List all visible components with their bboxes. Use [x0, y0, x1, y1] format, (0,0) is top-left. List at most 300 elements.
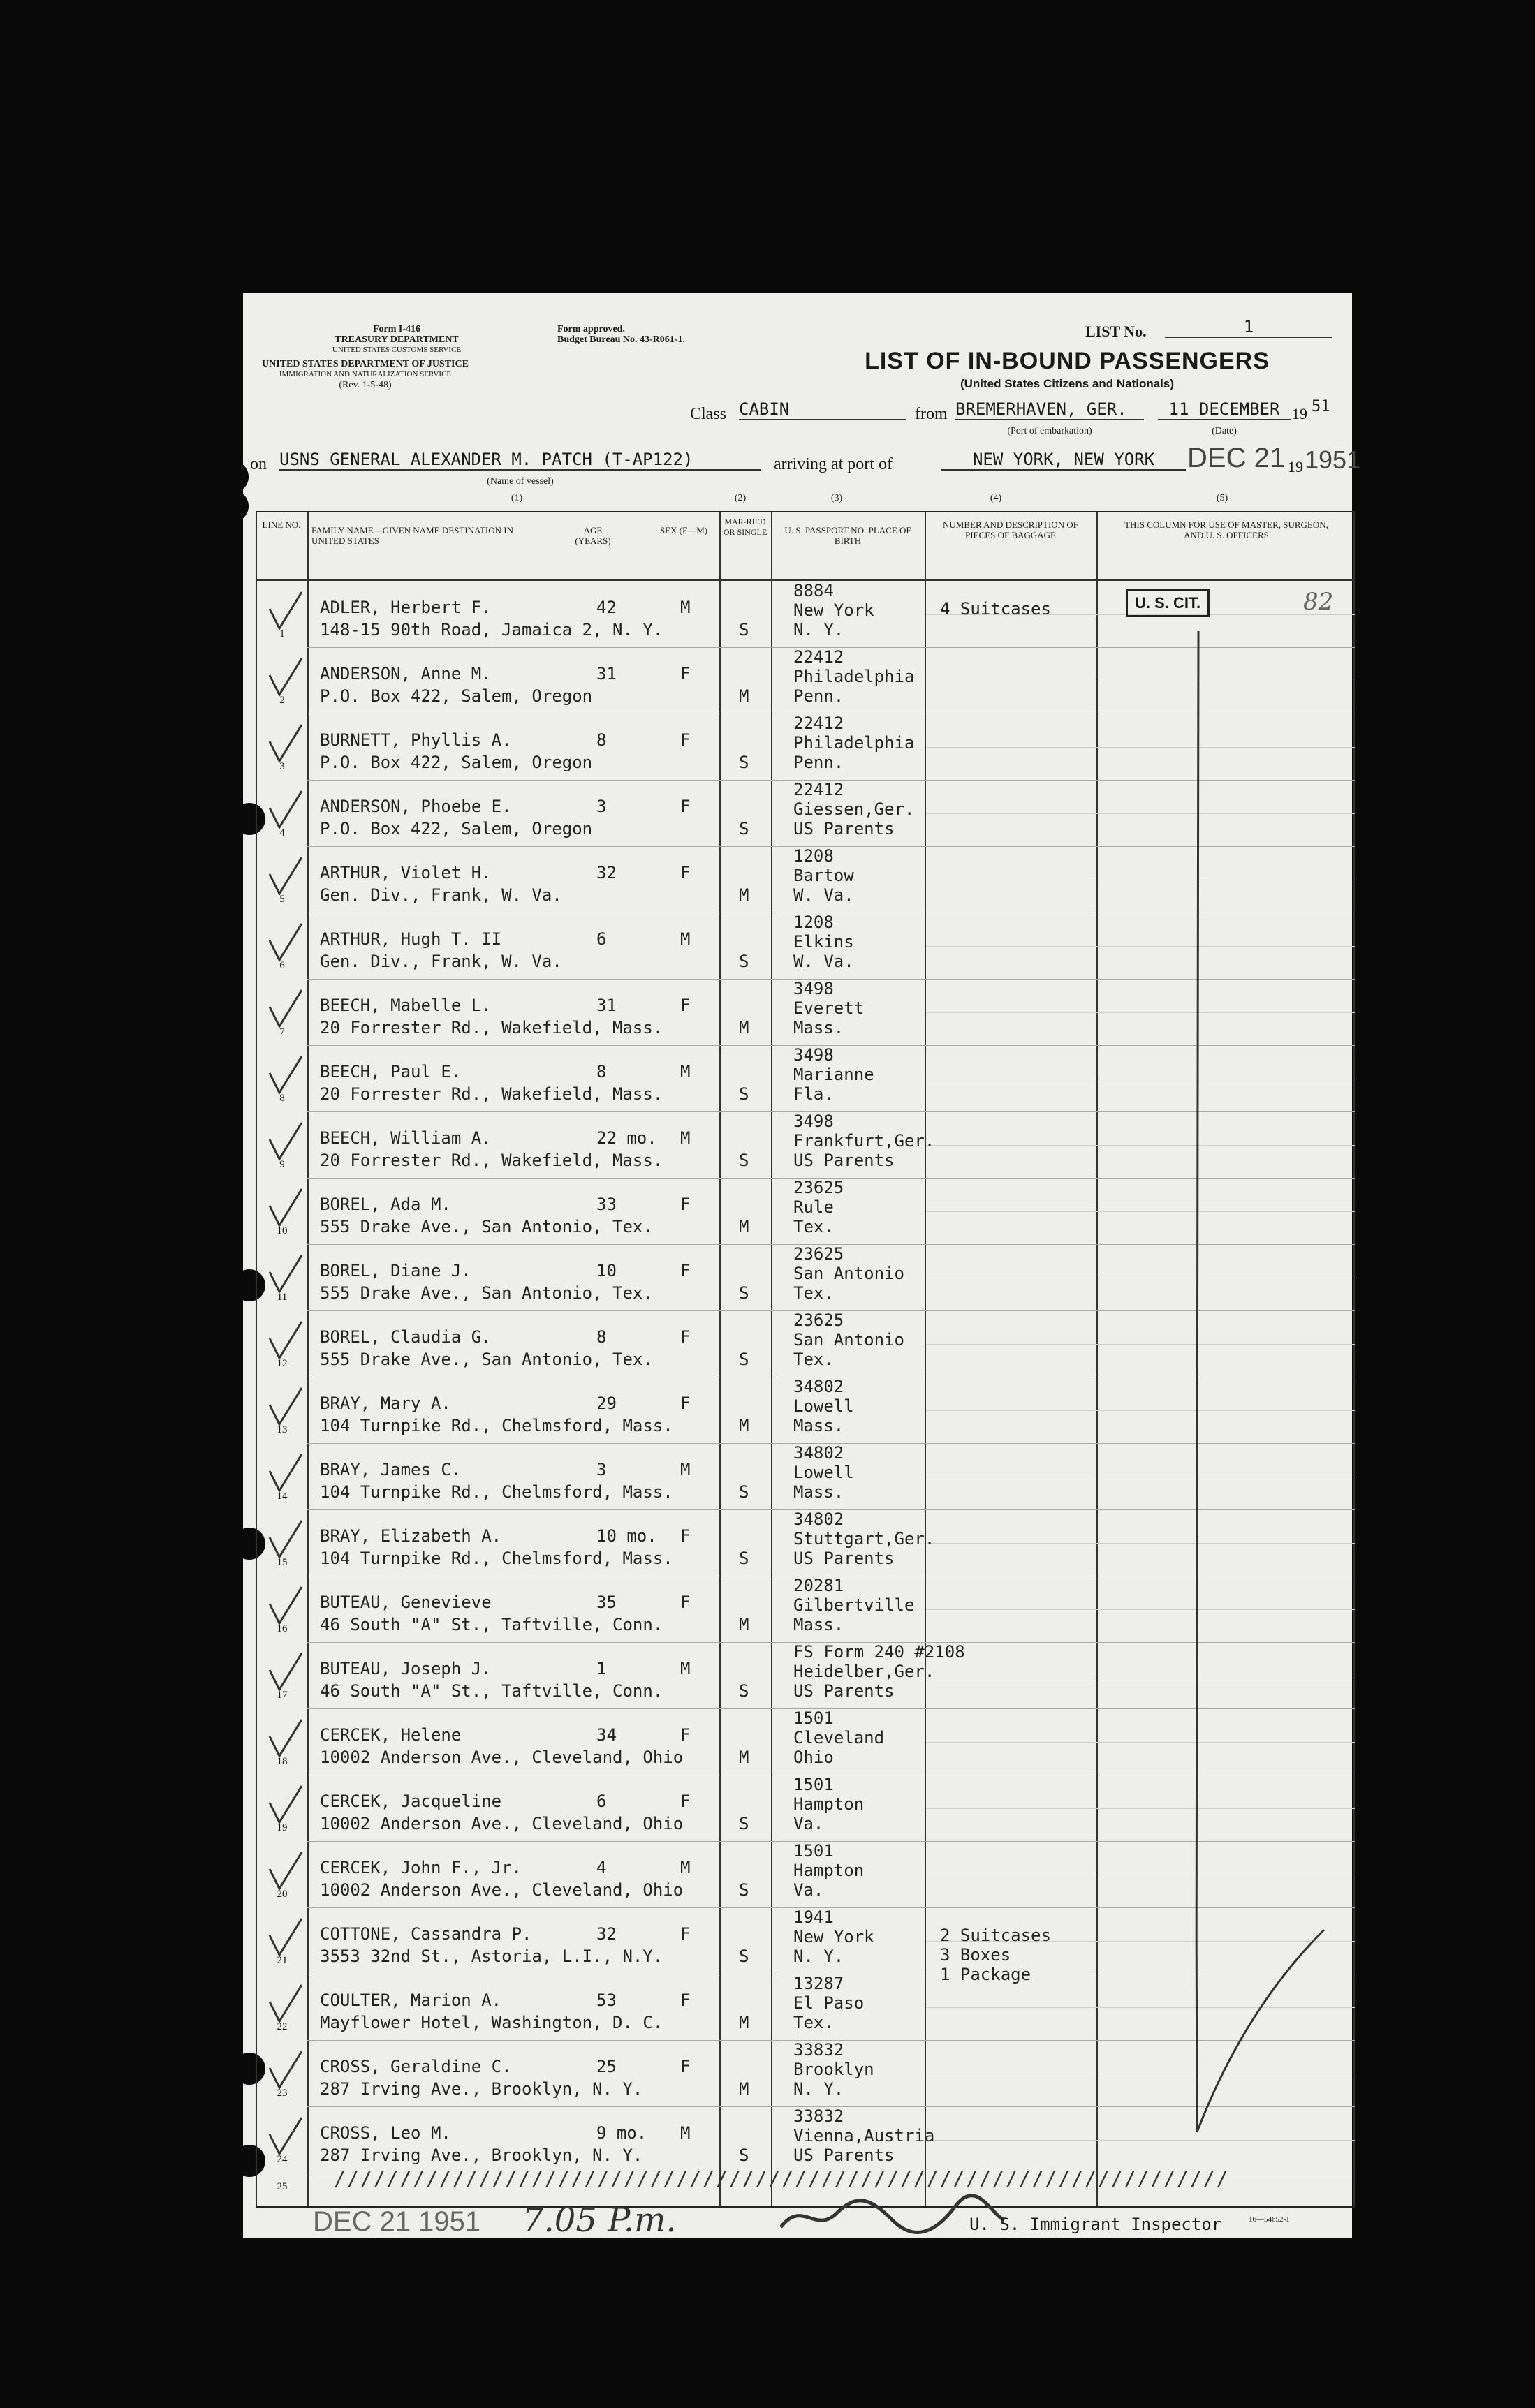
birth-place: San Antonio — [793, 1330, 904, 1350]
date-caption: (Date) — [1212, 426, 1237, 436]
pencil-check-icon — [264, 1317, 306, 1366]
birth-place-state: Fla. — [793, 1084, 834, 1104]
passenger-age: 53 — [596, 1990, 617, 2010]
pencil-check-icon — [264, 1782, 306, 1831]
marital-status: S — [739, 753, 749, 772]
header-passport: U. S. PASSPORT NO. PLACE OF BIRTH — [784, 525, 911, 546]
justice-block — [250, 359, 480, 390]
marital-status: M — [739, 1615, 749, 1634]
form-approved: Form approved. — [557, 324, 625, 334]
line-number: 8 — [279, 1093, 285, 1104]
year-suffix: 51 — [1312, 398, 1330, 415]
vessel-name: USNS GENERAL ALEXANDER M. PATCH (T-AP122) — [279, 450, 761, 471]
pencil-check-icon — [264, 721, 306, 769]
passenger-sex: F — [680, 1990, 691, 2010]
passenger-name: ARTHUR, Hugh T. II — [320, 929, 502, 949]
passenger-age: 8 — [596, 730, 607, 750]
passenger-name: BOREL, Diane J. — [320, 1261, 471, 1280]
passenger-destination: 104 Turnpike Rd., Chelmsford, Mass. — [320, 1482, 673, 1502]
pencil-check-icon — [264, 853, 306, 902]
passenger-name: BRAY, Elizabeth A. — [320, 1526, 502, 1546]
passenger-destination: 555 Drake Ave., San Antonio, Tex. — [320, 1217, 653, 1236]
passenger-name: BEECH, Mabelle L. — [320, 996, 492, 1015]
birth-place-state: Mass. — [793, 1615, 844, 1634]
list-number: 1 — [1165, 317, 1332, 338]
birth-place: Hampton — [793, 1794, 865, 1814]
birth-place: Everett — [793, 998, 865, 1018]
passport-number: 33832 — [793, 2106, 844, 2126]
birth-place: New York — [793, 1927, 874, 1947]
budget-bureau: Budget Bureau No. 43-R061-1. — [557, 334, 685, 345]
passenger-destination: 555 Drake Ave., San Antonio, Tex. — [320, 1283, 653, 1303]
birth-place-state: US Parents — [793, 819, 895, 839]
birth-place: El Paso — [793, 1993, 865, 2013]
passenger-sex: F — [680, 1924, 691, 1944]
passenger-destination: 3553 32nd St., Astoria, L.I., N.Y. — [320, 1947, 663, 1966]
passenger-name: CERCEK, John F., Jr. — [320, 1858, 522, 1877]
passenger-name: COULTER, Marion A. — [320, 1990, 502, 2010]
revision: (Rev. 1-5-48) — [339, 380, 392, 390]
passenger-age: 25 — [596, 2057, 617, 2076]
passport-number: 3498 — [793, 1111, 834, 1131]
passenger-destination: 104 Turnpike Rd., Chelmsford, Mass. — [320, 1416, 673, 1435]
passport-number: 22412 — [793, 714, 844, 733]
passenger-destination: 20 Forrester Rd., Wakefield, Mass. — [320, 1018, 663, 1037]
passenger-destination: Mayflower Hotel, Washington, D. C. — [320, 2013, 663, 2032]
passenger-name: BUTEAU, Genevieve — [320, 1593, 492, 1612]
passenger-age: 29 — [596, 1394, 617, 1413]
birth-place: Giessen,Ger. — [793, 799, 915, 819]
birth-place-state: Va. — [793, 1814, 824, 1833]
passport-number: 33832 — [793, 2040, 844, 2060]
birth-place: Heidelber,Ger. — [793, 1662, 935, 1681]
passenger-destination: 148-15 90th Road, Jamaica 2, N. Y. — [320, 620, 663, 640]
birth-place: San Antonio — [793, 1264, 904, 1283]
col-number: (1) — [511, 493, 523, 503]
passenger-name: BOREL, Claudia G. — [320, 1327, 492, 1347]
passenger-sex: F — [680, 797, 691, 816]
passenger-destination: 10002 Anderson Ave., Cleveland, Ohio — [320, 1814, 684, 1833]
line-number: 21 — [277, 1955, 288, 1966]
baggage-description: 2 Suitcases 3 Boxes 1 Package — [940, 1926, 1051, 1984]
birth-place: Marianne — [793, 1065, 874, 1084]
passport-number: 3498 — [793, 979, 834, 998]
birth-place-state: N. Y. — [793, 1947, 844, 1966]
passenger-destination: 10002 Anderson Ave., Cleveland, Ohio — [320, 1880, 684, 1900]
passenger-age: 9 mo. — [596, 2123, 647, 2143]
birth-place-state: Mass. — [793, 1482, 844, 1502]
vessel-caption: (Name of vessel) — [487, 476, 554, 487]
col-number: (5) — [1216, 493, 1228, 503]
line-number: 10 — [277, 1225, 288, 1236]
marital-status: S — [739, 1880, 749, 1900]
passenger-sex: M — [680, 2123, 691, 2143]
passenger-destination: 20 Forrester Rd., Wakefield, Mass. — [320, 1151, 663, 1170]
marital-status: S — [739, 2145, 749, 2165]
passenger-name: BRAY, James C. — [320, 1460, 462, 1479]
birth-place-state: Tex. — [793, 1217, 834, 1236]
justice-dept: UNITED STATES DEPARTMENT OF JUSTICE — [262, 359, 469, 369]
line-number: 18 — [277, 1756, 288, 1767]
birth-place: Cleveland — [793, 1728, 885, 1748]
passenger-sex: M — [680, 1062, 691, 1081]
passenger-age: 3 — [596, 797, 607, 816]
birth-place-state: US Parents — [793, 2145, 895, 2165]
print-code: 16—54652-1 — [1249, 2215, 1290, 2224]
header-line-no: LINE NO. — [262, 519, 301, 530]
passport-number: 22412 — [793, 647, 844, 667]
passenger-age: 6 — [596, 929, 607, 949]
birth-place-state: Penn. — [793, 753, 844, 772]
passenger-age: 10 mo. — [596, 1526, 657, 1546]
passport-number: 34802 — [793, 1509, 844, 1529]
footer-date-stamp: DEC 21 1951 — [313, 2206, 481, 2237]
passport-number: 1941 — [793, 1907, 834, 1927]
passenger-age: 31 — [596, 664, 617, 684]
passenger-sex: F — [680, 863, 691, 882]
immigrant-inspector-label: U. S. Immigrant Inspector — [969, 2215, 1222, 2234]
passenger-age: 22 mo. — [596, 1128, 657, 1148]
marital-status: M — [739, 686, 749, 706]
birth-place-state: W. Va. — [793, 952, 854, 971]
passport-number: 23625 — [793, 1310, 844, 1330]
passenger-name: CROSS, Geraldine C. — [320, 2057, 512, 2076]
pencil-check-icon — [264, 1583, 306, 1632]
line-number: 23 — [277, 2088, 288, 2099]
on-label: on — [250, 455, 267, 473]
pencil-check-icon — [264, 1649, 306, 1698]
pencil-check-icon — [264, 1052, 306, 1101]
passport-number: 34802 — [793, 1443, 844, 1463]
passenger-destination: Gen. Div., Frank, W. Va. — [320, 885, 562, 905]
birth-place-state: US Parents — [793, 1549, 895, 1568]
line-number: 2 — [279, 695, 285, 706]
pencil-check-icon — [264, 1118, 306, 1167]
passenger-name: ANDERSON, Phoebe E. — [320, 797, 512, 816]
header-officers: THIS COLUMN FOR USE OF MASTER, SURGEON, AND U. S. OFFICERS — [1124, 519, 1328, 540]
line-number: 3 — [279, 761, 285, 772]
passenger-destination: 46 South "A" St., Taftville, Conn. — [320, 1615, 663, 1634]
passenger-sex: M — [680, 929, 691, 949]
pencil-check-icon — [264, 1384, 306, 1433]
pencil-check-icon — [264, 919, 306, 968]
list-label: LIST No. — [1085, 323, 1147, 340]
passenger-destination: P.O. Box 422, Salem, Oregon — [320, 686, 593, 706]
line-number: 17 — [277, 1690, 288, 1701]
marital-status: S — [739, 1283, 749, 1303]
marital-status: S — [739, 1151, 749, 1170]
passenger-destination: 20 Forrester Rd., Wakefield, Mass. — [320, 1084, 663, 1104]
header-sex: SEX (F—M) — [659, 525, 708, 535]
line-number: 19 — [277, 1822, 288, 1833]
line-number: 5 — [279, 894, 285, 905]
birth-place-state: Tex. — [793, 1283, 834, 1303]
birth-place-state: Mass. — [793, 1018, 844, 1037]
marital-status: M — [739, 1416, 749, 1435]
passenger-name: ADLER, Herbert F. — [320, 598, 492, 617]
marital-status: S — [739, 1482, 749, 1502]
marital-status: M — [739, 1748, 749, 1767]
ins-service: IMMIGRATION AND NATURALIZATION SERVICE — [279, 370, 452, 378]
birth-place: Hampton — [793, 1861, 865, 1880]
passenger-age: 6 — [596, 1792, 607, 1811]
line-number: 7 — [279, 1026, 285, 1037]
pencil-check-icon — [264, 1251, 306, 1300]
pencil-check-icon — [264, 1450, 306, 1499]
marital-status: S — [739, 1350, 749, 1369]
marital-status: M — [739, 2079, 749, 2099]
birth-place: Vienna,Austria — [793, 2126, 935, 2145]
birth-place-state: Tex. — [793, 2013, 834, 2032]
marital-status: S — [739, 952, 749, 971]
passenger-sex: M — [680, 598, 691, 617]
passenger-age: 10 — [596, 1261, 617, 1280]
passenger-age: 3 — [596, 1460, 607, 1479]
punch-hole — [216, 461, 249, 493]
birth-place-state: Penn. — [793, 686, 844, 706]
form-number-block — [327, 324, 467, 355]
passenger-destination: 46 South "A" St., Taftville, Conn. — [320, 1681, 663, 1701]
passenger-sex: F — [680, 1725, 691, 1745]
passport-number: FS Form 240 #2108 — [793, 1642, 965, 1662]
birth-place-state: Va. — [793, 1880, 824, 1900]
passenger-destination: 287 Irving Ave., Brooklyn, N. Y. — [320, 2079, 643, 2099]
birth-place: Rule — [793, 1197, 834, 1217]
marital-status: S — [739, 1814, 749, 1833]
passenger-table — [256, 511, 1355, 2208]
passport-number: 8884 — [793, 581, 834, 600]
passenger-destination: P.O. Box 422, Salem, Oregon — [320, 819, 593, 839]
arrival-date-stamp: DEC 21 — [1187, 443, 1286, 473]
birth-place: Gilbertville — [793, 1595, 915, 1615]
pencil-check-icon — [264, 1981, 306, 2030]
passenger-name: BRAY, Mary A. — [320, 1394, 451, 1413]
line-number: 15 — [277, 1557, 288, 1568]
customs-service: UNITED STATES CUSTOMS SERVICE — [332, 346, 462, 354]
passenger-age: 32 — [596, 1924, 617, 1944]
passenger-age: 33 — [596, 1195, 617, 1214]
departure-date: 11 DECEMBER — [1158, 399, 1291, 420]
pencil-check-icon — [264, 787, 306, 836]
marital-status: S — [739, 1084, 749, 1104]
birth-place: Lowell — [793, 1396, 854, 1416]
passenger-sex: F — [680, 1327, 691, 1347]
birth-place-state: N. Y. — [793, 2079, 844, 2099]
birth-place: Philadelphia — [793, 733, 915, 753]
line-number: 9 — [279, 1159, 285, 1170]
passenger-destination: 287 Irving Ave., Brooklyn, N. Y. — [320, 2145, 643, 2165]
pencil-check-icon — [264, 1914, 306, 1963]
page-title: LIST OF IN-BOUND PASSENGERS — [865, 348, 1270, 374]
line-number: 1 — [279, 628, 285, 640]
arriving-label: arriving at port of — [774, 455, 893, 473]
col-number: (4) — [990, 493, 1002, 503]
line-number: 11 — [277, 1292, 288, 1303]
birth-place: New York — [793, 600, 874, 620]
birth-place-state: Tex. — [793, 1350, 834, 1369]
port-caption: (Port of embarkation) — [1007, 426, 1092, 436]
header-baggage: NUMBER AND DESCRIPTION OF PIECES OF BAGGAGE — [943, 519, 1078, 540]
passenger-age: 32 — [596, 863, 617, 882]
birth-place-state: US Parents — [793, 1681, 895, 1701]
birth-place: Bartow — [793, 866, 854, 885]
pencil-check-icon — [264, 1185, 306, 1234]
passenger-sex: F — [680, 1593, 691, 1612]
header-name: FAMILY NAME—GIVEN NAME DESTINATION IN UNITED STATES — [311, 525, 514, 546]
punch-hole — [233, 2310, 265, 2342]
birth-place-state: Mass. — [793, 1416, 844, 1435]
birth-place: Frankfurt,Ger. — [793, 1131, 935, 1151]
marital-status: M — [739, 2013, 749, 2032]
arrival-year-prefix: 19 — [1288, 458, 1303, 475]
class-value: CABIN — [739, 399, 906, 420]
passenger-sex: M — [680, 1460, 691, 1479]
birth-place: Elkins — [793, 932, 854, 952]
embark-port: BREMERHAVEN, GER. — [955, 399, 1144, 420]
passenger-name: CERCEK, Jacqueline — [320, 1792, 502, 1811]
class-label: Class — [690, 405, 727, 423]
from-label: from — [915, 405, 948, 423]
passenger-name: BURNETT, Phyllis A. — [320, 730, 512, 750]
arrival-year-stamp: 1951 — [1305, 445, 1361, 474]
col-number: (3) — [830, 493, 843, 503]
birth-place-state: W. Va. — [793, 885, 854, 905]
form-number: Form I-416 — [372, 324, 421, 334]
passenger-sex: F — [680, 1526, 691, 1546]
header-age: AGE (YEARS) — [575, 525, 611, 546]
passenger-age: 1 — [596, 1659, 607, 1678]
treasury-dept: TREASURY DEPARTMENT — [335, 334, 459, 345]
footer-pencil-time: 7.05 P.m. — [522, 2201, 677, 2240]
punch-hole — [216, 490, 249, 522]
passenger-name: ANDERSON, Anne M. — [320, 664, 492, 684]
birth-place: Lowell — [793, 1463, 854, 1482]
year-prefix: 19 — [1292, 405, 1307, 422]
passenger-name: ARTHUR, Violet H. — [320, 863, 492, 882]
line-25-strikeout: //////////////////////////////////////////////////////////////////// — [334, 2167, 1230, 2190]
line-number: 12 — [277, 1358, 288, 1369]
birth-place-state: N. Y. — [793, 620, 844, 640]
line-number: 6 — [279, 960, 285, 971]
line-number: 24 — [277, 2154, 288, 2165]
passport-number: 1501 — [793, 1708, 834, 1728]
passport-number: 1501 — [793, 1841, 834, 1861]
marital-status: S — [739, 819, 749, 839]
pencil-page-number: 82 — [1303, 588, 1334, 616]
passport-number: 34802 — [793, 1377, 844, 1396]
passport-number: 13287 — [793, 1974, 844, 1993]
passenger-name: CERCEK, Helene — [320, 1725, 462, 1745]
passenger-age: 34 — [596, 1725, 617, 1745]
passport-number: 23625 — [793, 1244, 844, 1264]
marital-status: S — [739, 1947, 749, 1966]
passenger-age: 8 — [596, 1062, 607, 1081]
marital-status: S — [739, 1681, 749, 1701]
birth-place: Brooklyn — [793, 2060, 874, 2079]
header-married: MAR-RIED OR SINGLE — [723, 517, 768, 537]
passenger-destination: 104 Turnpike Rd., Chelmsford, Mass. — [320, 1549, 673, 1568]
passport-number: 1208 — [793, 846, 834, 866]
arrival-port: NEW YORK, NEW YORK — [941, 450, 1186, 471]
pencil-check-icon — [264, 1848, 306, 1897]
passenger-name: BOREL, Ada M. — [320, 1195, 451, 1214]
passenger-age: 4 — [596, 1858, 607, 1877]
passenger-sex: F — [680, 1792, 691, 1811]
marital-status: M — [739, 885, 749, 905]
pencil-check-icon — [264, 588, 306, 637]
birth-place: Stuttgart,Ger. — [793, 1529, 935, 1549]
line-number: 20 — [277, 1889, 288, 1900]
passenger-age: 35 — [596, 1593, 617, 1612]
passenger-age: 31 — [596, 996, 617, 1015]
marital-status: S — [739, 620, 749, 640]
birth-place: Philadelphia — [793, 667, 915, 686]
passenger-sex: F — [680, 2057, 691, 2076]
passenger-name: BEECH, William A. — [320, 1128, 492, 1148]
page-subtitle: (United States Citizens and Nationals) — [960, 377, 1175, 390]
passport-number: 3498 — [793, 1045, 834, 1065]
marital-status: S — [739, 1549, 749, 1568]
passport-number: 23625 — [793, 1178, 844, 1197]
pencil-check-icon — [264, 2047, 306, 2096]
passenger-name: BUTEAU, Joseph J. — [320, 1659, 492, 1678]
pencil-check-icon — [264, 986, 306, 1035]
pencil-check-icon — [264, 654, 306, 703]
passenger-age: 8 — [596, 1327, 607, 1347]
us-cit-stamp: U. S. CIT. — [1126, 589, 1210, 617]
passenger-name: COTTONE, Cassandra P. — [320, 1924, 532, 1944]
passenger-sex: F — [680, 730, 691, 750]
marital-status: M — [739, 1217, 749, 1236]
officer-checkmark — [1115, 617, 1338, 2181]
line-number: 13 — [277, 1424, 288, 1435]
line-number: 14 — [277, 1491, 288, 1502]
passenger-sex: F — [680, 996, 691, 1015]
passenger-age: 42 — [596, 598, 617, 617]
passport-number: 1208 — [793, 913, 834, 932]
passenger-sex: M — [680, 1858, 691, 1877]
approval-block — [557, 324, 760, 345]
pencil-check-icon — [264, 2113, 306, 2162]
line-number: 4 — [279, 827, 285, 839]
line-number: 22 — [277, 2021, 288, 2032]
baggage-description: 4 Suitcases — [940, 599, 1051, 619]
passenger-name: CROSS, Leo M. — [320, 2123, 451, 2143]
col-number: (2) — [734, 493, 747, 503]
passenger-destination: P.O. Box 422, Salem, Oregon — [320, 753, 593, 772]
pencil-check-icon — [264, 1715, 306, 1764]
passport-number: 1501 — [793, 1775, 834, 1794]
passenger-sex: F — [680, 1394, 691, 1413]
passenger-destination: Gen. Div., Frank, W. Va. — [320, 952, 562, 971]
passenger-destination: 10002 Anderson Ave., Cleveland, Ohio — [320, 1748, 684, 1767]
passenger-sex: F — [680, 1195, 691, 1214]
passenger-destination: 555 Drake Ave., San Antonio, Tex. — [320, 1350, 653, 1369]
manifest-page — [243, 293, 1361, 2240]
passenger-sex: F — [680, 1261, 691, 1280]
passenger-sex: F — [680, 664, 691, 684]
line-number: 25 — [277, 2181, 288, 2192]
passenger-sex: M — [680, 1128, 691, 1148]
marital-status: M — [739, 1018, 749, 1037]
passport-number: 20281 — [793, 1576, 844, 1595]
passport-number: 22412 — [793, 780, 844, 799]
pencil-check-icon — [264, 1516, 306, 1565]
birth-place-state: Ohio — [793, 1748, 834, 1767]
line-number: 16 — [277, 1623, 288, 1634]
passenger-name: BEECH, Paul E. — [320, 1062, 462, 1081]
passenger-sex: M — [680, 1659, 691, 1678]
